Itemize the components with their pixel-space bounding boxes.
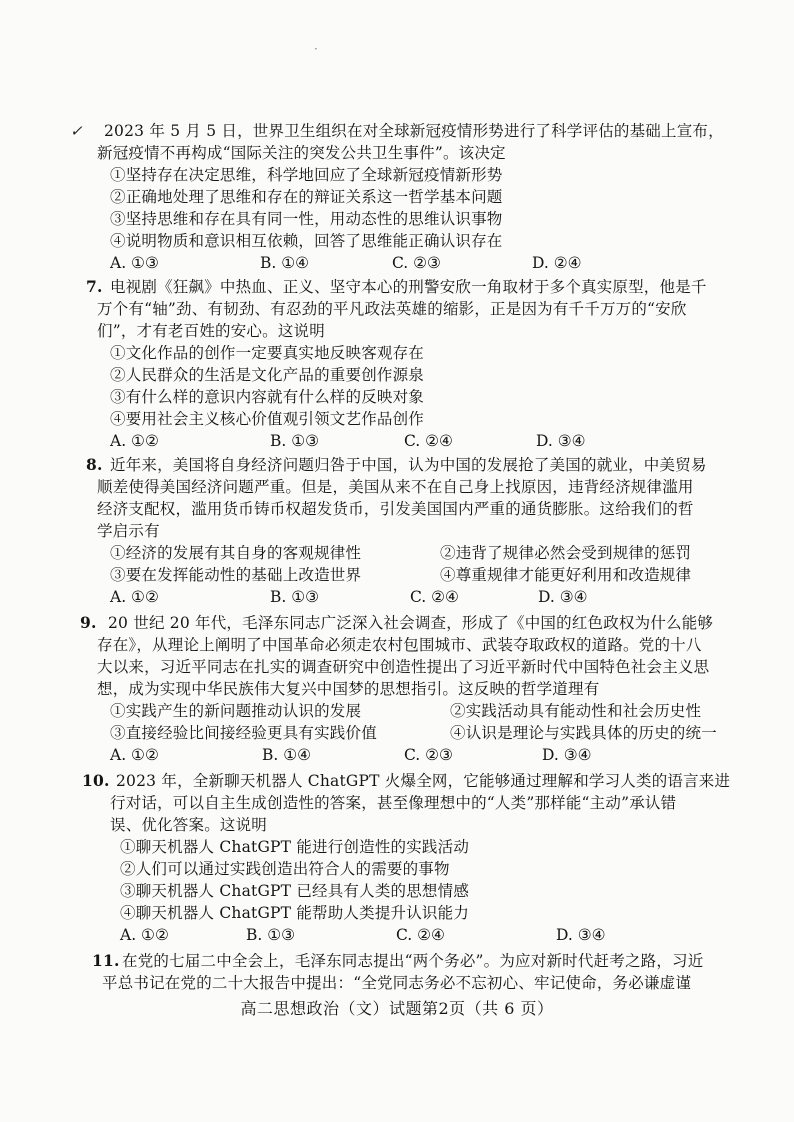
q11-stem-line-2: 平总书记在党的二十大报告中提出：“全党同志务必不忘初心、牢记使命，务必谦虚谨 bbox=[102, 974, 692, 992]
q7-option-a[interactable]: A. ①② bbox=[110, 432, 159, 450]
q9-option-c[interactable]: C. ②③ bbox=[404, 746, 453, 764]
q8-option-a[interactable]: A. ①② bbox=[110, 588, 159, 606]
q7-statement-3: ③有什么样的意识内容就有什么样的反映对象 bbox=[110, 388, 425, 406]
q6-statement-4: ④说明物质和意识相互依赖，回答了思维能正确认识存在 bbox=[110, 232, 503, 250]
q9-option-d[interactable]: D. ③④ bbox=[542, 746, 592, 764]
q10-option-b[interactable]: B. ①③ bbox=[246, 926, 296, 944]
q6-option-a[interactable]: A. ①③ bbox=[110, 254, 159, 272]
q6-statement-3: ③坚持思维和存在具有同一性，用动态性的思维认识事物 bbox=[110, 210, 503, 228]
q10-stem-line-2: 行对话，可以自主生成创造性的答案，甚至像理想中的“人类”那样能“主动”承认错 bbox=[110, 794, 677, 812]
q6-option-c[interactable]: C. ②③ bbox=[392, 254, 441, 272]
q10-number: 10. bbox=[82, 771, 110, 790]
q10-option-d[interactable]: D. ③④ bbox=[556, 926, 606, 944]
q8-option-d[interactable]: D. ③④ bbox=[538, 588, 588, 606]
q6-stem-line-2: 新冠疫情不再构成“国际关注的突发公共卫生事件”。该决定 bbox=[97, 144, 506, 162]
q10-statement-2: ②人们可以通过实践创造出符合人的需要的事物 bbox=[120, 860, 450, 878]
q8-statement-4: ④尊重规律才能更好利用和改造规律 bbox=[440, 566, 692, 584]
q7-statement-2: ②人民群众的生活是文化产品的重要创作源泉 bbox=[110, 366, 425, 384]
q9-statement-3: ③直接经验比间接经验更具有实践价值 bbox=[110, 724, 377, 742]
q10-statement-1: ①聊天机器人 ChatGPT 能进行创造性的实践活动 bbox=[120, 838, 470, 856]
q8-stem-line-1: 近年来，美国将自身经济问题归咎于中国，认为中国的发展抢了美国的就业，中美贸易 bbox=[110, 456, 707, 474]
q9-stem-line-2: 存在》，从理论上阐明了中国革命必须走农村包围城市、武装夺取政权的道路。党的十八 bbox=[97, 636, 702, 654]
q10-statement-4: ④聊天机器人 ChatGPT 能帮助人类提升认识能力 bbox=[120, 904, 470, 922]
q8-statement-2: ②违背了规律必然会受到规律的惩罚 bbox=[440, 544, 692, 562]
q7-statement-4: ④要用社会主义核心价值观引领文艺作品创作 bbox=[110, 410, 425, 428]
q9-statement-1: ①实践产生的新问题推动认识的发展 bbox=[110, 702, 362, 720]
q10-option-a[interactable]: A. ①② bbox=[120, 926, 169, 944]
q6-stem-line-1: 2023 年 5 月 5 日，世界卫生组织在对全球新冠疫情形势进行了科学评估的基础上宣布， bbox=[104, 122, 724, 140]
q9-option-a[interactable]: A. ①② bbox=[110, 746, 159, 764]
q9-option-b[interactable]: B. ①④ bbox=[262, 746, 312, 764]
q7-option-b[interactable]: B. ①③ bbox=[270, 432, 320, 450]
q8-option-c[interactable]: C. ②④ bbox=[410, 588, 459, 606]
q8-option-b[interactable]: B. ①③ bbox=[270, 588, 320, 606]
q8-stem-line-2: 顺差使得美国经济问题严重。但是，美国从来不在自己身上找原因，违背经济规律滥用 bbox=[97, 478, 694, 496]
q10-stem-line-1: 2023 年，全新聊天机器人 ChatGPT 火爆全网，它能够通过理解和学习人类的语言来进 bbox=[116, 772, 731, 790]
q10-statement-3: ③聊天机器人 ChatGPT 已经具有人类的思想情感 bbox=[120, 882, 470, 900]
q9-statement-4: ④认识是理论与实践具体的历史的统一 bbox=[450, 724, 717, 742]
handwritten-tick-mark: ✓ bbox=[70, 122, 83, 140]
q7-option-c[interactable]: C. ②④ bbox=[404, 432, 453, 450]
q10-option-c[interactable]: C. ②④ bbox=[396, 926, 445, 944]
q9-stem-line-4: 想，成为实现中华民族伟大复兴中国梦的思想指引。这反映的哲学道理有 bbox=[97, 680, 600, 698]
q7-number: 7. bbox=[86, 277, 103, 296]
q8-stem-line-4: 学启示有 bbox=[97, 522, 160, 540]
q7-option-d[interactable]: D. ③④ bbox=[536, 432, 586, 450]
q7-statement-1: ①文化作品的创作一定要真实地反映客观存在 bbox=[110, 344, 425, 362]
q8-number: 8. bbox=[86, 455, 103, 474]
q9-number: 9. bbox=[80, 613, 97, 632]
q8-statement-3: ③要在发挥能动性的基础上改造世界 bbox=[110, 566, 362, 584]
q9-statement-2: ②实践活动具有能动性和社会历史性 bbox=[450, 702, 702, 720]
q7-stem-line-2: 万个有“轴”劲、有韧劲、有忍劲的平凡政法英雄的缩影，正是因为有千千万万的“安欣 bbox=[97, 300, 687, 318]
q7-stem-line-3: 们”，才有老百姓的安心。这说明 bbox=[97, 322, 325, 340]
q6-statement-1: ①坚持存在决定思维，科学地回应了全球新冠疫情新形势 bbox=[110, 166, 503, 184]
scan-mark: · bbox=[314, 42, 318, 56]
q10-stem-line-3: 误、优化答案。这说明 bbox=[110, 816, 268, 834]
q6-option-b[interactable]: B. ①④ bbox=[260, 254, 310, 272]
q11-number: 11. bbox=[92, 951, 120, 970]
page-footer: 高二思想政治（文）试题第2页（共 6 页） bbox=[240, 999, 554, 1018]
q6-option-d[interactable]: D. ②④ bbox=[532, 254, 582, 272]
q6-statement-2: ②正确地处理了思维和存在的辩证关系这一哲学基本问题 bbox=[110, 188, 503, 206]
q9-stem-line-1: 20 世纪 20 年代，毛泽东同志广泛深入社会调查，形成了《中国的红色政权为什么能够 bbox=[108, 614, 714, 632]
q9-stem-line-3: 大以来，习近平同志在扎实的调查研究中创造性提出了习近平新时代中国特色社会主义思 bbox=[97, 658, 710, 676]
q8-statement-1: ①经济的发展有其自身的客观规律性 bbox=[110, 544, 362, 562]
q11-stem-line-1: 在党的七届二中全会上，毛泽东同志提出“两个务必”。为应对新时代赶考之路，习近 bbox=[122, 952, 704, 970]
q8-stem-line-3: 经济支配权，滥用货币铸币权超发货币，引发美国国内严重的通货膨胀。这给我们的哲 bbox=[97, 500, 694, 518]
q7-stem-line-1: 电视剧《狂飙》中热血、正义、坚守本心的刑警安欣一角取材于多个真实原型，他是千 bbox=[110, 278, 707, 296]
